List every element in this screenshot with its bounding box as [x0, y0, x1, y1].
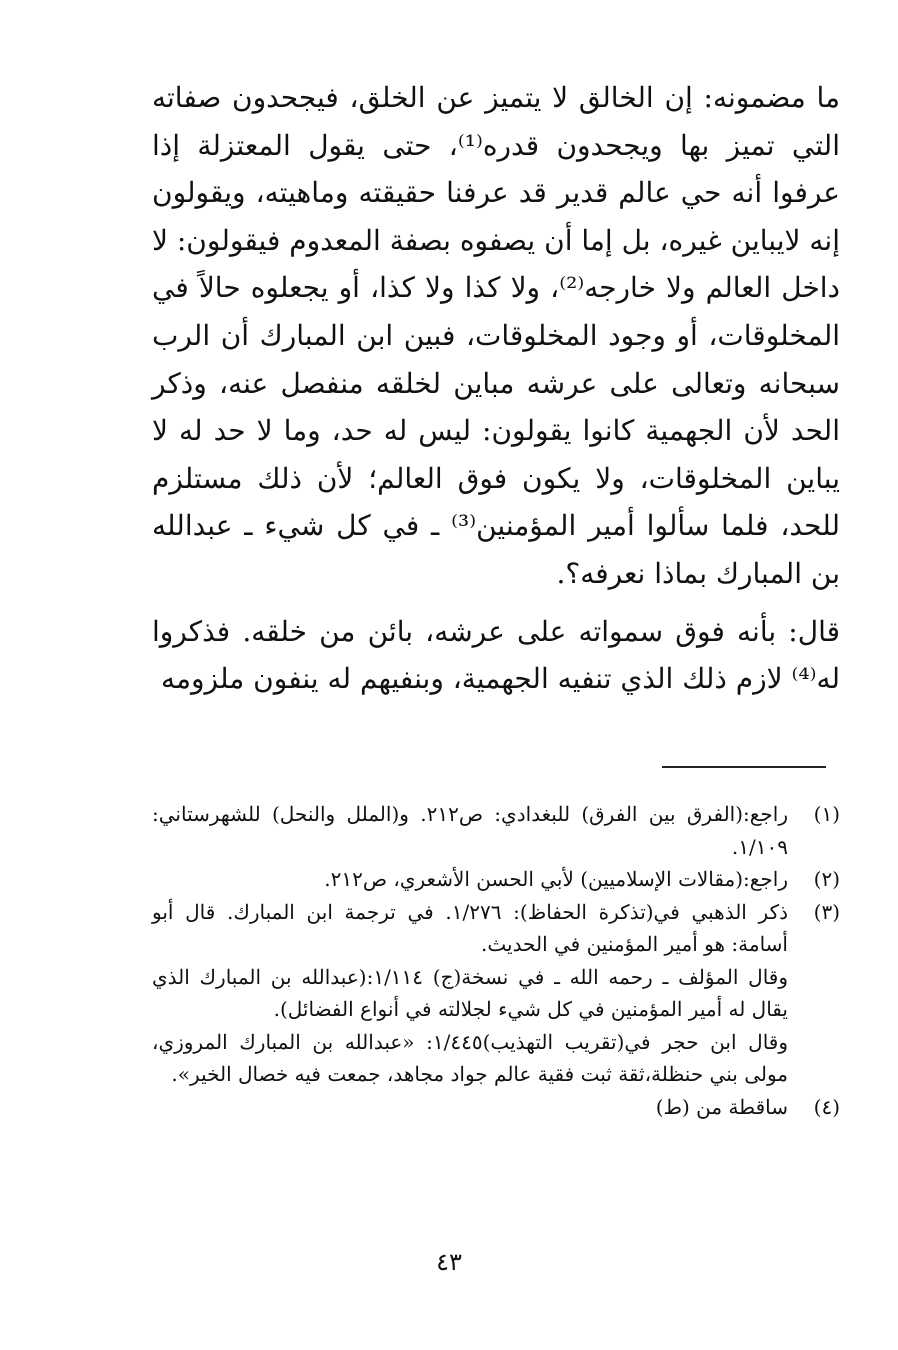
footnote-number: (٢) [813, 867, 840, 891]
footnote-1 [152, 798, 840, 863]
main-paragraph-2: قال: بأنه فوق سمواته على عرشه، بائن من خلقه. فذكروا له⁽⁴⁾ لازم ذلك الذي تنفيه الجهمية، وبنفيهم له ينفون ملزومه [152, 614, 840, 696]
footnote-4 [152, 1091, 840, 1124]
footnote-number: (٣) [813, 899, 840, 924]
footnote-line: راجع:(مقالات الإسلاميين) لأبي الحسن الأشعري، ص٢١٢. [324, 867, 788, 891]
main-text [152, 74, 840, 703]
footnote-3 [152, 896, 840, 1091]
footnote-number: (١) [813, 802, 840, 826]
footnote-number: (٤) [813, 1094, 840, 1119]
footnote-line: وقال ابن حجر في(تقريب التهذيب)١/٤٤٥: «عبدالله بن المبارك المروزي، مولى بني حنظلة،ثقة ثبت فقية عالم جواد مجاهد، جمعت فيه خصال الخير». [152, 1029, 788, 1086]
footnote-line: ساقطة من (ط) [655, 1094, 788, 1119]
footnote-line: راجع:(الفرق بين الفرق) للبغدادي: ص٢١٢. و(الملل والنحل) للشهرستاني: ١/١٠٩. [152, 802, 788, 859]
footnote-divider [662, 766, 826, 768]
footnote-text [152, 896, 788, 1091]
main-paragraph-1: ما مضمونه: إن الخالق لا يتميز عن الخلق، فيجحدون صفاته التي تميز بها ويجحدون قدره⁽¹⁾، حتى يقول المعتزلة إذا عرفوا أنه حي عالم قدير قد عرفنا حقيقته وماهيته، ويقولون إنه لايباين غيره، بل إما أن يصفوه بصفة المعدوم فيقولون: لا داخل العالم ولا خارجه⁽²⁾، ولا كذا ولا كذا، أو يجعلوه حالاً في المخلوقات، أو وجود المخلوقات، فبين ابن المبارك أن الرب سبحانه وتعالى على عرشه مباين لخلقه منفصل عنه، وذكر الحد لأن الجهمية كانوا يقولون: ليس له حد، وما لا حد له لا يباين المخلوقات، ولا يكون فوق العالم؛ لأن ذلك مستلزم للحد، فلما سألوا أمير المؤمنين⁽³⁾ ـ في كل شيء ـ عبدالله بن المبارك بماذا نعرفه؟. [152, 81, 841, 590]
footnote-text [152, 1091, 788, 1124]
footnote-2 [152, 863, 840, 896]
footnotes [152, 798, 840, 1123]
page-number: ٤٣ [436, 1248, 462, 1276]
footnote-text [152, 863, 788, 896]
footnote-text [152, 798, 788, 863]
footnote-line: وقال المؤلف ـ رحمه الله ـ في نسخة(ج) ١/١١٤:(عبدالله بن المبارك الذي يقال له أمير المؤمنين في كل شيء لجلالته في أنواع الفضائل). [152, 964, 789, 1021]
footnote-line: ذكر الذهبي في(تذكرة الحفاظ): ١/٢٧٦. في ترجمة ابن المبارك. قال أبو أسامة: هو أمير المؤمنين في الحديث. [152, 899, 789, 956]
